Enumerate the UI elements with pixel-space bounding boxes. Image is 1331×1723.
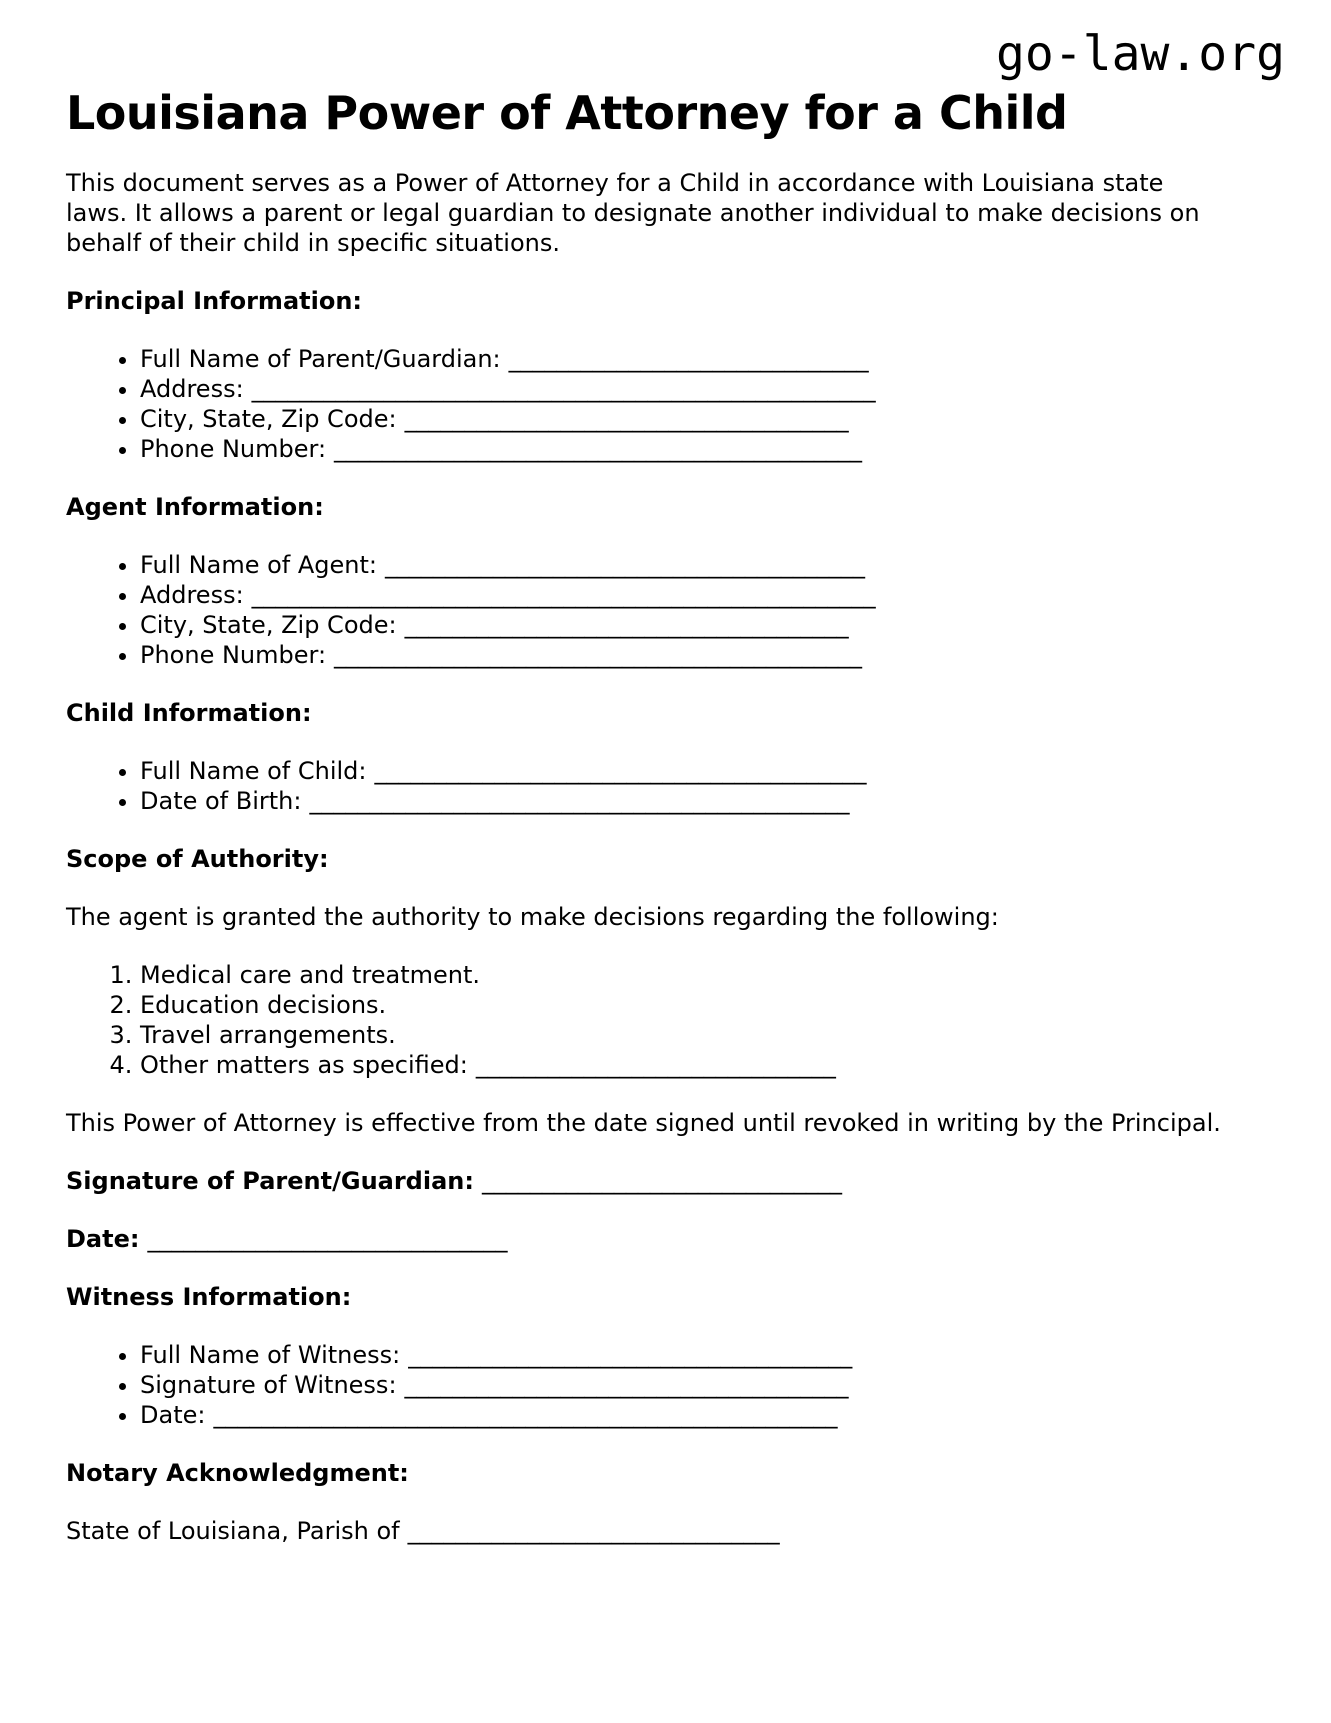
scope-item-label: Other matters as specified: (140, 1051, 468, 1079)
child-date-of-birth-row (140, 786, 1221, 816)
field-label: Date of Birth: (140, 787, 302, 815)
child-information-section (66, 698, 1221, 816)
witness-signature-row (140, 1370, 1221, 1400)
scope-item-label: Education decisions. (140, 991, 387, 1019)
scope-of-authority-heading: Scope of Authority: (66, 845, 329, 873)
scope-intro-paragraph: The agent is granted the authority to make decisions regarding the following: (66, 903, 999, 931)
principal-city-state-zip-row (140, 404, 1221, 434)
witness-full-name-row (140, 1340, 1221, 1370)
agent-city-state-zip-row (140, 610, 1221, 640)
agent-information-heading: Agent Information: (66, 493, 324, 521)
principal-address-row (140, 374, 1221, 404)
site-logo: go-law.org (996, 26, 1285, 82)
principal-full-name-row (140, 344, 1221, 374)
principal-city-state-zip-blank: _____________________________________ (404, 405, 849, 433)
field-label: City, State, Zip Code: (140, 611, 397, 639)
witness-information-list (66, 1340, 1221, 1430)
parent-guardian-signature-blank: ______________________________ (481, 1167, 842, 1195)
field-label: Full Name of Child: (140, 757, 367, 785)
notary-statement-line (66, 1516, 1221, 1546)
witness-information-heading: Witness Information: (66, 1283, 352, 1311)
scope-item-education (140, 990, 1221, 1020)
field-label: Signature of Witness: (140, 1371, 397, 1399)
intro-paragraph: This document serves as a Power of Attorney for a Child in accordance with Louisiana state laws. It allows a parent or legal guardian to designate another individual to make decisions on behalf of their child in specific situations. (66, 169, 1200, 257)
notary-acknowledgment-section (66, 1458, 1221, 1546)
agent-city-state-zip-blank: _____________________________________ (404, 611, 849, 639)
page-title: Louisiana Power of Attorney for a Child (66, 86, 1068, 140)
principal-information-section (66, 286, 1221, 464)
principal-information-list (66, 344, 1221, 464)
signature-date-line (66, 1224, 1221, 1254)
witness-date-row (140, 1400, 1221, 1430)
scope-item-label: Medical care and treatment. (140, 961, 481, 989)
date-label: Date: (66, 1225, 140, 1253)
witness-date-blank: ____________________________________________________ (213, 1401, 838, 1429)
scope-item-medical (140, 960, 1221, 990)
agent-information-section (66, 492, 1221, 670)
field-label: City, State, Zip Code: (140, 405, 397, 433)
field-label: Full Name of Witness: (140, 1341, 401, 1369)
agent-information-list (66, 550, 1221, 670)
principal-information-heading: Principal Information: (66, 287, 363, 315)
notary-parish-blank: _______________________________ (407, 1517, 780, 1545)
scope-other-matters-blank: ______________________________ (475, 1051, 836, 1079)
field-label: Phone Number: (140, 435, 327, 463)
signature-date-blank: ______________________________ (147, 1225, 508, 1253)
parent-guardian-signature-line (66, 1166, 1221, 1196)
scope-item-other (140, 1050, 1221, 1080)
field-label: Date: (140, 1401, 206, 1429)
field-label: Phone Number: (140, 641, 327, 669)
child-full-name-row (140, 756, 1221, 786)
field-label: Full Name of Parent/Guardian: (140, 345, 501, 373)
notary-acknowledgment-heading: Notary Acknowledgment: (66, 1459, 409, 1487)
child-date-of-birth-blank: _____________________________________________ (309, 787, 850, 815)
agent-full-name-row (140, 550, 1221, 580)
principal-phone-blank: ____________________________________________ (334, 435, 863, 463)
child-information-heading: Child Information: (66, 699, 312, 727)
witness-signature-blank: _____________________________________ (404, 1371, 849, 1399)
scope-authority-list (66, 960, 1221, 1080)
signature-label: Signature of Parent/Guardian: (66, 1167, 474, 1195)
principal-address-blank: ____________________________________________________ (251, 375, 876, 403)
agent-phone-blank: ____________________________________________ (334, 641, 863, 669)
field-label: Address: (140, 375, 244, 403)
principal-full-name-blank: ______________________________ (508, 345, 869, 373)
effective-note-paragraph: This Power of Attorney is effective from the date signed until revoked in writing by the Principal. (66, 1109, 1221, 1137)
field-label: Full Name of Agent: (140, 551, 377, 579)
agent-address-row (140, 580, 1221, 610)
principal-phone-row (140, 434, 1221, 464)
witness-full-name-blank: _____________________________________ (408, 1341, 853, 1369)
child-full-name-blank: _________________________________________ (374, 757, 867, 785)
scope-item-travel (140, 1020, 1221, 1050)
agent-full-name-blank: ________________________________________ (385, 551, 865, 579)
child-information-list (66, 756, 1221, 816)
agent-address-blank: ____________________________________________________ (251, 581, 876, 609)
agent-phone-row (140, 640, 1221, 670)
scope-of-authority-section (66, 844, 1221, 1138)
witness-information-section (66, 1282, 1221, 1430)
field-label: Address: (140, 581, 244, 609)
notary-statement-label: State of Louisiana, Parish of (66, 1517, 400, 1545)
scope-item-label: Travel arrangements. (140, 1021, 396, 1049)
